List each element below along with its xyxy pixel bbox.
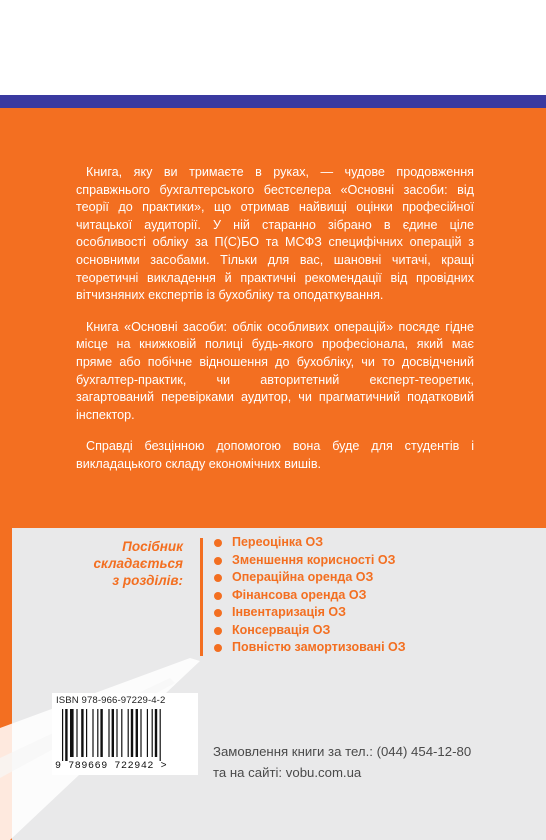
bullet-icon (214, 539, 222, 547)
section-item (214, 552, 406, 570)
section-label: Переоцінка ОЗ (232, 535, 324, 549)
intro-paragraph-1: Книга, яку ви тримаєте в руках, — чудове продовження справжнього бухгалтерського бестселера «Основні засоби: від теорії до практики», що отримав найвищі оцінки професійної читацької аудиторії. У ній старанно зібрано в єдине ціле особливості обліку за П(С)БО та МСФЗ специфічних операцій з основними засобами. Тільки для вас, шановні читачі, кращі теоретичні викладення й практичні рекомендації від провідних вітчизняних експертів із бухобліку та оподаткування. (76, 165, 474, 303)
section-label: Інвентаризація ОЗ (232, 605, 346, 619)
sections-list (214, 534, 406, 657)
barcode-icon (62, 709, 196, 761)
bullet-icon (214, 627, 222, 635)
barcode-digits: 9 789669 722942 > (55, 761, 168, 772)
sections-label (78, 538, 183, 589)
bullet-icon (214, 592, 222, 600)
section-item (214, 587, 406, 605)
sections-label-line-1: Посібник (122, 539, 183, 554)
order-site: та на сайті: vobu.com.ua (213, 765, 362, 780)
section-item (214, 534, 406, 552)
intro-paragraph-2: Книга «Основні засоби: облік особливих операцій» посяде гідне місце на книжковій полиці будь-якого професіонала, який має пряме або побічне відношення до бухобліку, чи то досвідчений бухгалтер-практик, чи авторитетний експерт-теоретик, загартований перевірками аудитор, чи прагматичний податковий інспектор. (76, 319, 474, 422)
sections-label-line-3: з розділів: (112, 573, 183, 588)
sections-label-line-2: складається (93, 556, 183, 571)
order-phone: Замовлення книги за тел.: (044) 454-12-80 (213, 744, 472, 759)
section-item (214, 604, 406, 622)
order-info (213, 741, 471, 783)
bullet-icon (214, 609, 222, 617)
section-label: Повністю замортизовані ОЗ (232, 640, 406, 654)
section-item (214, 569, 406, 587)
bullet-icon (214, 644, 222, 652)
section-label: Зменшення корисності ОЗ (232, 552, 396, 567)
bullet-icon (214, 574, 222, 582)
intro-text (76, 164, 474, 488)
section-item (214, 639, 406, 657)
section-label: Фінансова оренда ОЗ (232, 587, 367, 602)
section-label: Операційна оренда ОЗ (232, 570, 374, 584)
intro-paragraph-3: Справді безцінною допомогою вона буде для студентів і викладацького складу економічних вишів. (76, 439, 474, 471)
section-item (214, 622, 406, 640)
bullet-icon (214, 557, 222, 565)
section-label: Консервація ОЗ (232, 622, 331, 637)
vertical-divider (200, 538, 203, 656)
purple-band (0, 95, 546, 108)
isbn-text: ISBN 978-966-97229-4-2 (56, 695, 166, 706)
top-margin (0, 0, 546, 95)
